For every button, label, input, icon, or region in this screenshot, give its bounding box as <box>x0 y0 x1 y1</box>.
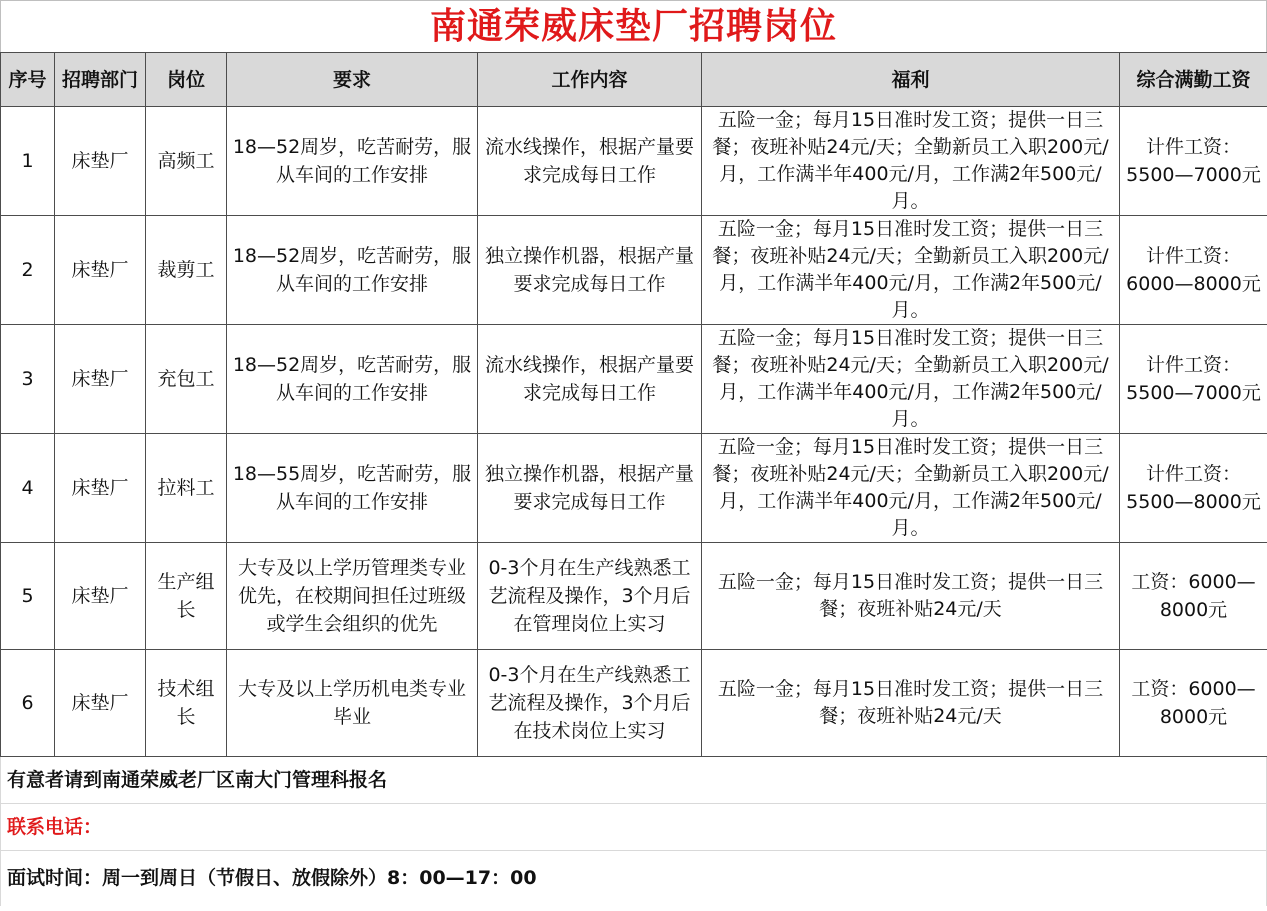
interview-time: 面试时间：周一到周日（节假日、放假除外）8：00—17：00 <box>0 851 1267 906</box>
header-benefits: 福利 <box>702 53 1120 107</box>
cell-no: 4 <box>1 434 55 543</box>
cell-benefits: 五险一金；每月15日准时发工资；提供一日三餐；夜班补贴24元/天 <box>702 650 1120 757</box>
cell-salary: 工资：6000—8000元 <box>1120 543 1267 650</box>
header-work-content: 工作内容 <box>478 53 702 107</box>
header-no: 序号 <box>1 53 55 107</box>
cell-dept: 床垫厂 <box>55 543 146 650</box>
table-header-row <box>1 53 1267 107</box>
cell-dept: 床垫厂 <box>55 325 146 434</box>
cell-benefits: 五险一金；每月15日准时发工资；提供一日三餐；夜班补贴24元/天；全勤新员工入职200元/月，工作满半年400元/月，工作满2年500元/月。 <box>702 325 1120 434</box>
cell-requirements: 18—52周岁，吃苦耐劳，服从车间的工作安排 <box>227 107 478 216</box>
cell-dept: 床垫厂 <box>55 434 146 543</box>
apply-instructions: 有意者请到南通荣威老厂区南大门管理科报名 <box>0 757 1267 804</box>
page-title: 南通荣威床垫厂招聘岗位 <box>0 0 1267 52</box>
cell-dept: 床垫厂 <box>55 216 146 325</box>
cell-salary: 工资：6000—8000元 <box>1120 650 1267 757</box>
cell-salary: 计件工资：5500—8000元 <box>1120 434 1267 543</box>
cell-salary: 计件工资：6000—8000元 <box>1120 216 1267 325</box>
cell-no: 6 <box>1 650 55 757</box>
table-row <box>1 107 1267 216</box>
header-dept: 招聘部门 <box>55 53 146 107</box>
cell-no: 2 <box>1 216 55 325</box>
cell-dept: 床垫厂 <box>55 650 146 757</box>
jobs-table <box>0 52 1267 757</box>
cell-dept: 床垫厂 <box>55 107 146 216</box>
cell-requirements: 大专及以上学历机电类专业毕业 <box>227 650 478 757</box>
table-row <box>1 325 1267 434</box>
cell-work-content: 独立操作机器，根据产量要求完成每日工作 <box>478 434 702 543</box>
header-salary: 综合满勤工资 <box>1120 53 1267 107</box>
cell-work-content: 0-3个月在生产线熟悉工艺流程及操作，3个月后在管理岗位上实习 <box>478 543 702 650</box>
cell-requirements: 大专及以上学历管理类专业优先，在校期间担任过班级或学生会组织的优先 <box>227 543 478 650</box>
cell-requirements: 18—52周岁，吃苦耐劳，服从车间的工作安排 <box>227 325 478 434</box>
cell-benefits: 五险一金；每月15日准时发工资；提供一日三餐；夜班补贴24元/天 <box>702 543 1120 650</box>
table-row <box>1 216 1267 325</box>
table-row <box>1 434 1267 543</box>
header-requirements: 要求 <box>227 53 478 107</box>
cell-requirements: 18—55周岁，吃苦耐劳，服从车间的工作安排 <box>227 434 478 543</box>
cell-salary: 计件工资：5500—7000元 <box>1120 325 1267 434</box>
table-row <box>1 650 1267 757</box>
cell-benefits: 五险一金；每月15日准时发工资；提供一日三餐；夜班补贴24元/天；全勤新员工入职200元/月，工作满半年400元/月，工作满2年500元/月。 <box>702 434 1120 543</box>
cell-post: 生产组长 <box>146 543 227 650</box>
cell-no: 3 <box>1 325 55 434</box>
cell-requirements: 18—52周岁，吃苦耐劳，服从车间的工作安排 <box>227 216 478 325</box>
cell-post: 高频工 <box>146 107 227 216</box>
cell-benefits: 五险一金；每月15日准时发工资；提供一日三餐；夜班补贴24元/天；全勤新员工入职200元/月，工作满半年400元/月，工作满2年500元/月。 <box>702 107 1120 216</box>
cell-post: 裁剪工 <box>146 216 227 325</box>
contact-phone-label: 联系电话： <box>0 804 1267 851</box>
cell-salary: 计件工资：5500—7000元 <box>1120 107 1267 216</box>
cell-work-content: 流水线操作，根据产量要求完成每日工作 <box>478 325 702 434</box>
cell-work-content: 0-3个月在生产线熟悉工艺流程及操作，3个月后在技术岗位上实习 <box>478 650 702 757</box>
table-row <box>1 543 1267 650</box>
cell-no: 5 <box>1 543 55 650</box>
cell-post: 技术组长 <box>146 650 227 757</box>
cell-work-content: 流水线操作，根据产量要求完成每日工作 <box>478 107 702 216</box>
cell-post: 充包工 <box>146 325 227 434</box>
cell-post: 拉料工 <box>146 434 227 543</box>
cell-benefits: 五险一金；每月15日准时发工资；提供一日三餐；夜班补贴24元/天；全勤新员工入职200元/月，工作满半年400元/月，工作满2年500元/月。 <box>702 216 1120 325</box>
cell-no: 1 <box>1 107 55 216</box>
header-post: 岗位 <box>146 53 227 107</box>
cell-work-content: 独立操作机器，根据产量要求完成每日工作 <box>478 216 702 325</box>
